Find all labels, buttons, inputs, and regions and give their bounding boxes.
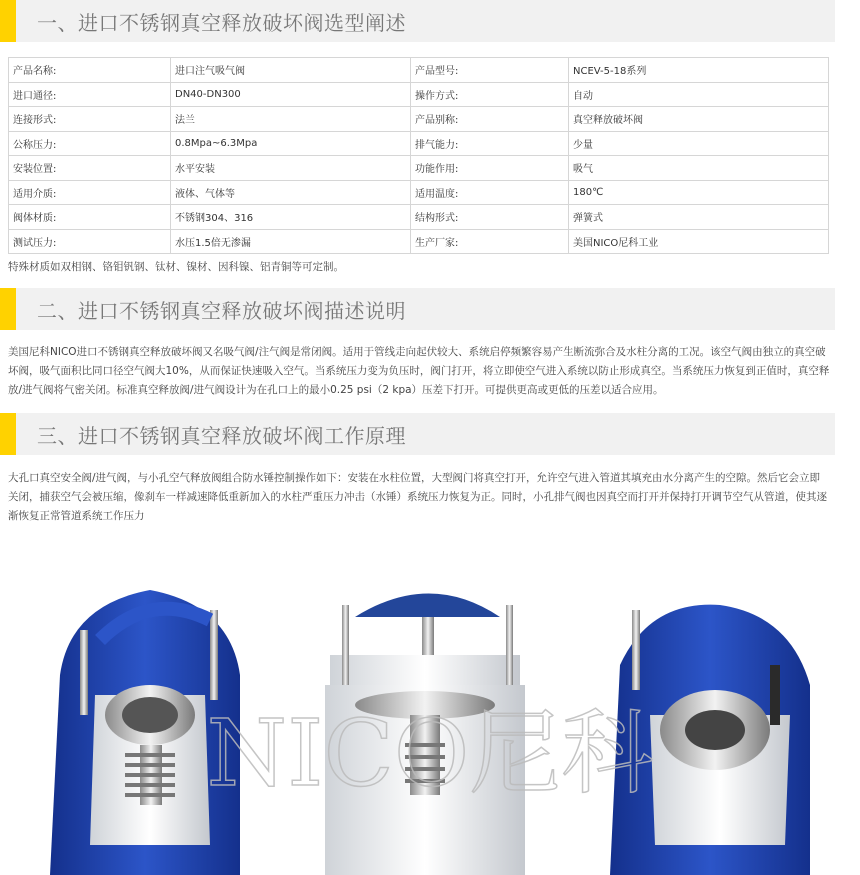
accent-bar — [0, 0, 16, 42]
section-header-description — [0, 288, 835, 330]
table-row — [9, 229, 829, 254]
accent-bar — [0, 413, 16, 455]
spec-value-cell: 吸气 — [569, 156, 829, 181]
spec-value-cell: 弹簧式 — [569, 205, 829, 230]
spec-label-cell: 操作方式: — [411, 82, 569, 107]
material-note: 特殊材质如双相钢、铬钼钒钢、钛材、镍材、因科镍、铝青铜等可定制。 — [8, 261, 344, 273]
spec-value-cell: 真空释放破坏阀 — [569, 107, 829, 132]
spec-label-cell: 阀体材质: — [9, 205, 171, 230]
spec-value-cell: 少量 — [569, 131, 829, 156]
table-row — [9, 156, 829, 181]
spec-value-cell: 液体、气体等 — [171, 180, 411, 205]
watermark-logo: NICO尼科 — [206, 700, 654, 807]
spec-label-cell: 功能作用: — [411, 156, 569, 181]
spec-label-cell: 产品别称: — [411, 107, 569, 132]
table-row — [9, 58, 829, 83]
spec-label-cell: 排气能力: — [411, 131, 569, 156]
spec-label-cell: 结构形式: — [411, 205, 569, 230]
spec-value-cell: 美国NICO尼科工业 — [569, 229, 829, 254]
table-row — [9, 107, 829, 132]
section-title: 三、进口不锈钢真空释放破坏阀工作原理 — [37, 424, 406, 448]
spec-value-cell: 水压1.5倍无渗漏 — [171, 229, 411, 254]
spec-value-cell: DN40-DN300 — [171, 82, 411, 107]
spec-value-cell: 不锈钢304、316 — [171, 205, 411, 230]
spec-table — [8, 57, 829, 254]
valve-cutaway-image — [0, 545, 860, 875]
spec-value-cell: 自动 — [569, 82, 829, 107]
table-row — [9, 180, 829, 205]
spec-value-cell: NCEV-5-18系列 — [569, 58, 829, 83]
section-title: 二、进口不锈钢真空释放破坏阀描述说明 — [37, 299, 406, 323]
spec-label-cell: 适用介质: — [9, 180, 171, 205]
spec-value-cell: 进口注气吸气阀 — [171, 58, 411, 83]
spec-label-cell: 进口通径: — [9, 82, 171, 107]
spec-value-cell: 0.8Mpa~6.3Mpa — [171, 131, 411, 156]
section-title: 一、进口不锈钢真空释放破坏阀选型阐述 — [37, 11, 406, 35]
spec-label-cell: 公称压力: — [9, 131, 171, 156]
description-paragraph: 美国尼科NICO进口不锈钢真空释放破坏阀又名吸气阀/注气阀是常闭阀。适用于管线走向起伏较大、系统启停频繁容易产生断流弥合及水柱分离的工况。该空气阀由独立的真空破坏阀，吸气面积比同口径空气阀大10%，从而保证快速吸入空气。当系统压力变为负压时，阀门打开，将立即使空气进入系统以防止形成真空。当系统压力恢复到正值时，真空释放/进气阀将气密关闭。标准真空释放阀/进气阀设计为在孔口上的最小0.25 psi（2 kpa）压差下打开。可提供更高或更低的压差以适合应用。 — [8, 346, 830, 396]
spec-label-cell: 产品名称: — [9, 58, 171, 83]
section-header-principle — [0, 413, 835, 455]
spec-label-cell: 生产厂家: — [411, 229, 569, 254]
accent-bar — [0, 288, 16, 330]
spec-value-cell: 水平安装 — [171, 156, 411, 181]
table-row — [9, 205, 829, 230]
spec-label-cell: 产品型号: — [411, 58, 569, 83]
table-row — [9, 131, 829, 156]
spec-label-cell: 安装位置: — [9, 156, 171, 181]
spec-value-cell: 法兰 — [171, 107, 411, 132]
principle-paragraph: 大孔口真空安全阀/进气阀，与小孔空气释放阀组合防水锤控制操作如下：安装在水柱位置，大型阀门将真空打开，允许空气进入管道其填充由水分离产生的空隙。然后它会立即关闭，捕获空气会被压缩，像刹车一样减速降低重新加入的水柱严重压力冲击（水锤）系统压力恢复为正。同时，小孔排气阀也因真空而打开并保持打开调节空气从管道，使其逐渐恢复正常管道系统工作压力 — [8, 472, 827, 522]
spec-label-cell: 连接形式: — [9, 107, 171, 132]
spec-value-cell: 180℃ — [569, 180, 829, 205]
spec-label-cell: 适用温度: — [411, 180, 569, 205]
section-header-selection — [0, 0, 835, 42]
spec-label-cell: 测试压力: — [9, 229, 171, 254]
table-row — [9, 82, 829, 107]
